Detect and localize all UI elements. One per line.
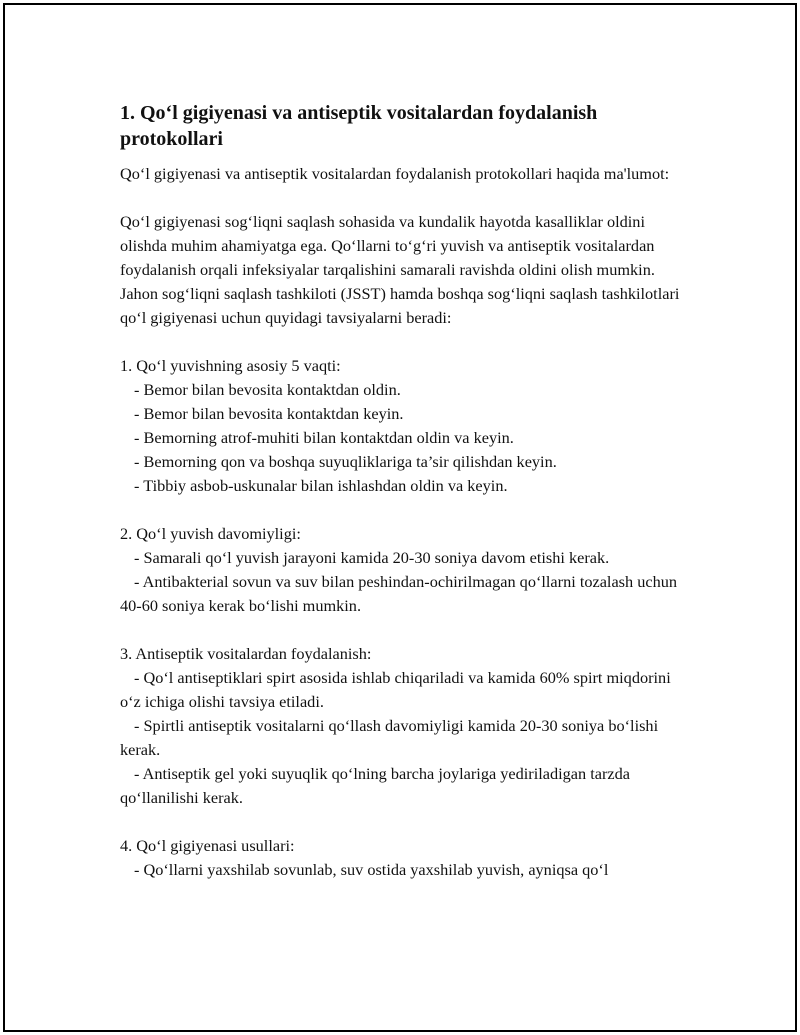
list-item: - Bemorning qon va boshqa suyuqliklariga ta’sir qilishdan keyin. <box>134 452 557 471</box>
list-item: - Bemorning atrof-muhiti bilan kontaktdan oldin va keyin. <box>134 428 514 447</box>
list-item: - Samarali qo‘l yuvish jarayoni kamida 20-30 soniya davom etishi kerak. <box>134 548 610 567</box>
body-paragraph: Qo‘l gigiyenasi sog‘liqni saqlash sohasida va kundalik hayotda kasalliklar oldini olishda muhim ahamiyatga ega. Qo‘llarni to‘g‘ri yuvish va antiseptik vositalardan foydalanish orqali infeksiyalar tarqalishini samarali ravishda oldini olish mumkin. Jahon sog‘liqni saqlash tashkiloti (JSST) hamda boshqa sog‘liqni saqlash tashkilotlari qo‘l gigiyenasi uchun quyidagi tavsiyalarni beradi: <box>120 212 680 327</box>
section-hygiene-methods <box>120 834 690 882</box>
list-item: - Qo‘l antiseptiklari spirt asosida ishlab chiqariladi va kamida 60% spirt miqdorini o‘z ichiga olishi tavsiya etiladi. <box>120 668 671 711</box>
document-title: 1. Qo‘l gigiyenasi va antiseptik vositalardan foydalanish protokollari <box>120 102 598 150</box>
page-frame <box>3 3 797 1032</box>
list-item: - Bemor bilan bevosita kontaktdan keyin. <box>134 404 404 423</box>
list-item: - Spirtli antiseptik vositalarni qo‘llash davomiyligi kamida 20-30 soniya bo‘lishi kerak. <box>120 716 659 759</box>
section-heading: 4. Qo‘l gigiyenasi usullari: <box>120 836 295 855</box>
section-heading: 3. Antiseptik vositalardan foydalanish: <box>120 644 372 663</box>
document-body <box>120 100 690 906</box>
section-heading: 2. Qo‘l yuvish davomiyligi: <box>120 524 301 543</box>
section-antiseptic-use <box>120 642 690 810</box>
section-hand-washing-times <box>120 354 690 498</box>
section-heading: 1. Qo‘l yuvishning asosiy 5 vaqti: <box>120 356 341 375</box>
section-washing-duration <box>120 522 690 618</box>
list-item: - Tibbiy asbob-uskunalar bilan ishlashdan oldin va keyin. <box>134 476 508 495</box>
list-item: - Bemor bilan bevosita kontaktdan oldin. <box>134 380 401 399</box>
list-item: - Qo‘llarni yaxshilab sovunlab, suv ostida yaxshilab yuvish, ayniqsa qo‘l <box>134 860 609 879</box>
intro-paragraph: Qo‘l gigiyenasi va antiseptik vositalardan foydalanish protokollari haqida ma'lumot: <box>120 164 670 183</box>
list-item: - Antibakterial sovun va suv bilan peshindan-ochirilmagan qo‘llarni tozalash uchun 40-60 soniya kerak bo‘lishi mumkin. <box>120 572 678 615</box>
list-item: - Antiseptik gel yoki suyuqlik qo‘lning barcha joylariga yediriladigan tarzda qo‘llanilishi kerak. <box>120 764 630 807</box>
